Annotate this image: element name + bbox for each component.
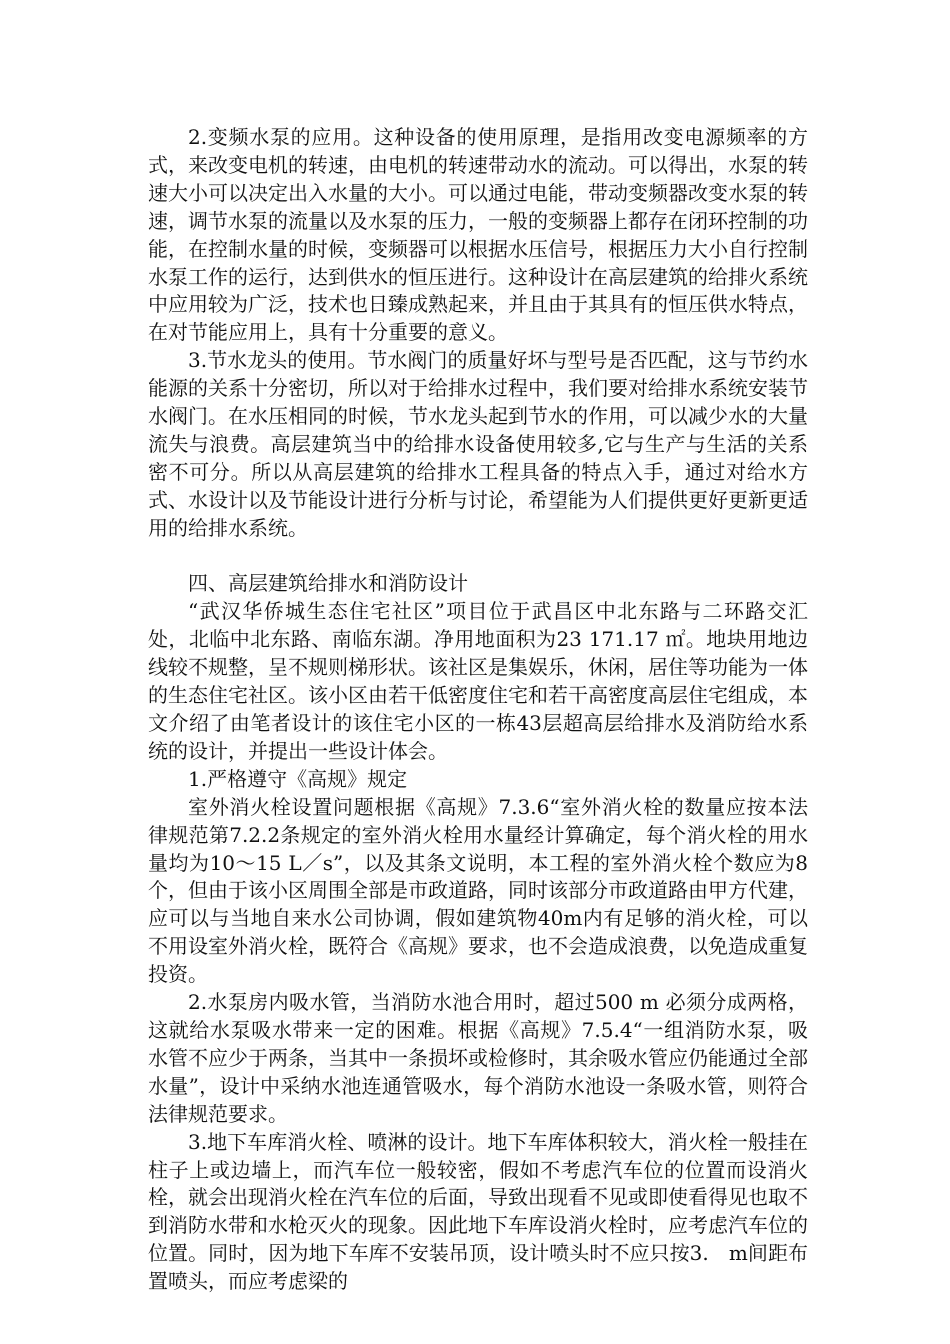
paragraph-garage-hydrant-sprinkler: 3.地下车库消火栓、喷淋的设计。地下车库体积较大，消火栓一般挂在柱子上或边墙上，而汽车位一般较密，假如不考虑汽车位的位置而设消火栓，就会出现消火栓在汽车位的后面，导致出现看不见或即使看得见也取不到消防水带和水枪灭火的现象。因此地下车库设消火栓时，应考虑汽车位的位置。同时，因为地下车库不安装吊顶，设计喷头时不应只按3. m间距布置喷头，而应考虑梁的 [148,1129,808,1294]
paragraph-project-intro: “武汉华侨城生态住宅社区”项目位于武昌区中北东路与二环路交汇处，北临中北东路、南临东湖。净用地面积为23 171.17 ㎡。地块用地边线较不规整，呈不规则梯形状。该社区是集娱乐，休闲，居住等功能为一体的生态住宅社区。该小区由若干低密度住宅和若干高密度高层住宅组成，本文介绍了由笔者设计的该住宅小区的一栋43层超高层给排水及消防给水系统的设计，并提出一些设计体会。 [148,599,808,763]
document-body [148,124,808,1296]
paragraph-water-saving-faucet: 3.节水龙头的使用。节水阀门的质量好坏与型号是否匹配，这与节约水能源的关系十分密切，所以对于给排水过程中，我们要对给排水系统安装节水阀门。在水压相同的时候，节水龙头起到节水的作用，可以减少水的大量流失与浪费。高层建筑当中的给排水设备使用较多,它与生产与生活的关系密不可分。所以从高层建筑的给排水工程具备的特点入手，通过对给水方式、水设计以及节能设计进行分析与讨论，希望能为人们提供更好更新更适用的给排水系统。 [148,348,808,540]
subheading-regulations: 1.严格遵守《高规》规定 [188,766,408,791]
section-heading: 四、高层建筑给排水和消防设计 [188,571,468,596]
paragraph-outdoor-hydrant: 室外消火栓设置问题根据《高规》7.3.6“室外消火栓的数量应按本法律规范第7.2.2条规定的室外消火栓用水量经计算确定，每个消火栓的用水量均为10～15 L／s”，以及其条文说明，本工程的室外消火栓个数应为8个，但由于该小区周围全部是市政道路，同时该部分市政道路由甲方代建，应可以与当地自来水公司协调，假如建筑物40m内有足够的消火栓，可以不用设室外消火栓，既符合《高规》要求，也不会造成浪费，以免造成重复投资。 [148,794,808,987]
paragraph-variable-frequency-pump: 2.变频水泵的应用。这种设备的使用原理，是指用改变电源频率的方式，来改变电机的转速，由电机的转速带动水的流动。可以得出，水泵的转速大小可以决定出入水量的大小。可以通过电能，带动变频器改变水泵的转速，调节水泵的流量以及水泵的压力，一般的变频器上都存在闭环控制的功能，在控制水量的时候，变频器可以根据水压信号，根据压力大小自行控制水泵工作的运行，达到供水的恒压进行。这种设计在高层建筑的给排火系统中应用较为广泛，技术也日臻成熟起来，并且由于其具有的恒压供水特点，在对节能应用上，具有十分重要的意义。 [148,125,808,345]
paragraph-spacer [148,543,808,571]
paragraph-pump-room-suction: 2.水泵房内吸水管，当消防水池合用时，超过500 m 必须分成两格，这就给水泵吸水带来一定的困难。根据《高规》7.5.4“一组消防水泵，吸水管不应少于两条，当其中一条损坏或检修时，其余吸水管应仍能通过全部水量”，设计中采纳水池连通管吸水，每个消防水池设一条吸水管，则符合法律规范要求。 [148,990,808,1126]
